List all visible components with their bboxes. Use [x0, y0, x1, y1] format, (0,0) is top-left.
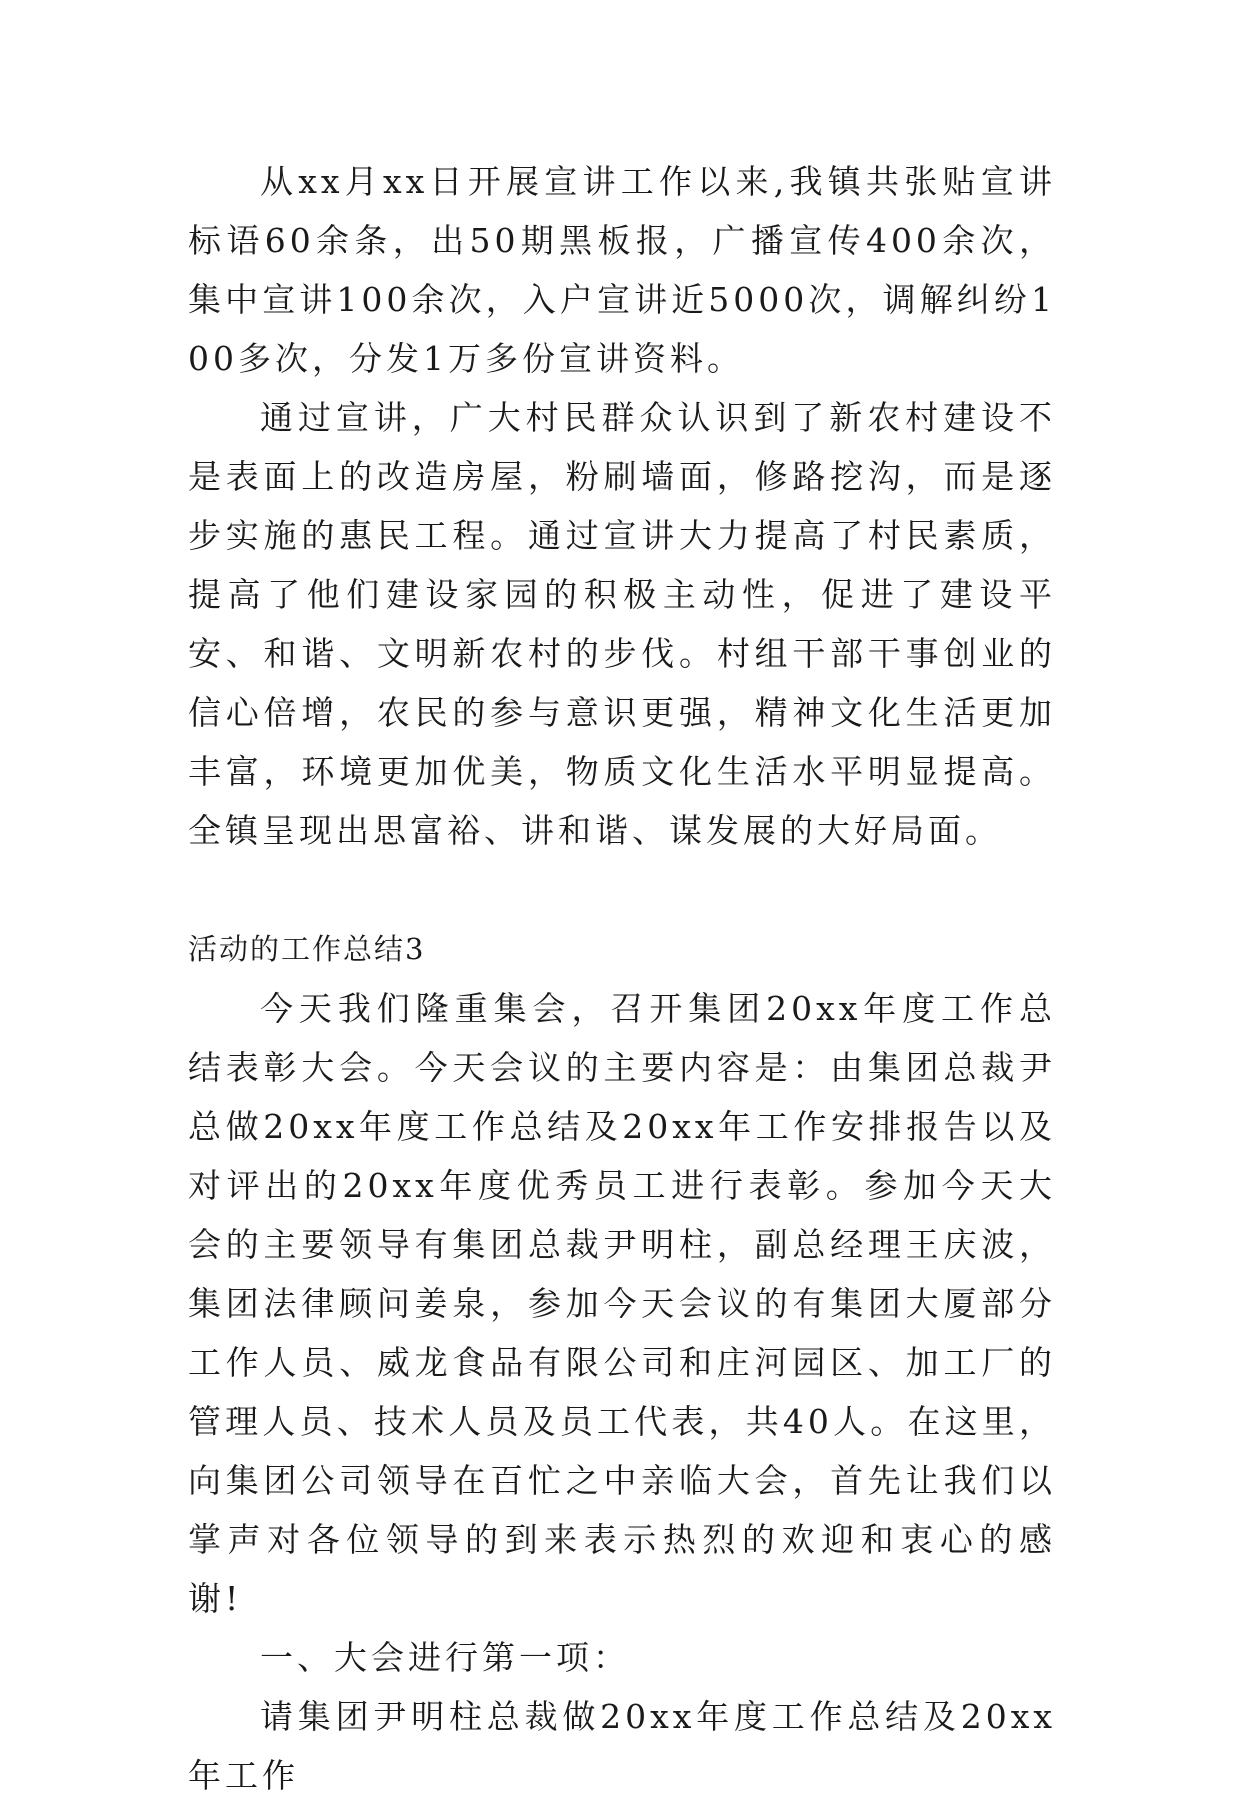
paragraph-agenda-item-one: 一、大会进行第一项：	[260, 1638, 630, 1677]
paragraph-publicity-results: 通过宣讲，广大村民群众认识到了新农村建设不是表面上的改造房屋，粉刷墙面，修路挖沟，而是逐步实施的惠民工程。通过宣讲大力提高了村民素质，提高了他们建设家园的积极主动性，促进了建设平安、和谐、文明新农村的步伐。村组干部干事创业的信心倍增，农民的参与意识更强，精神文化生活更加丰富，环境更加优美，物质文化生活水平明显提高。全镇呈现出思富裕、讲和谐、谋发展的大好局面。	[188, 398, 1056, 850]
paragraph-publicity-statistics: 从xx月xx日开展宣讲工作以来,我镇共张贴宣讲标语60余条，出50期黑板报，广播宣传400余次，集中宣讲100余次，入户宣讲近5000次，调解纠纷100多次，分发1万多份宣讲资料。	[188, 162, 1056, 378]
paragraph-meeting-intro: 今天我们隆重集会，召开集团20xx年度工作总结表彰大会。今天会议的主要内容是：由集团总裁尹总做20xx年度工作总结及20xx年工作安排报告以及对评出的20xx年度优秀员工进行表彰。参加今天大会的主要领导有集团总裁尹明柱，副总经理王庆波，集团法律顾问姜泉，参加今天会议的有集团大厦部分工作人员、威龙食品有限公司和庄河园区、加工厂的管理人员、技术人员及员工代表，共40人。在这里，向集团公司领导在百忙之中亲临大会，首先让我们以掌声对各位领导的到来表示热烈的欢迎和衷心的感谢!	[188, 989, 1056, 1618]
paragraph-agenda-detail: 请集团尹明柱总裁做20xx年度工作总结及20xx年工作	[188, 1697, 1056, 1795]
document-body	[188, 152, 1056, 1805]
section-spacer	[188, 860, 1056, 920]
section-heading: 活动的工作总结3	[188, 932, 426, 966]
